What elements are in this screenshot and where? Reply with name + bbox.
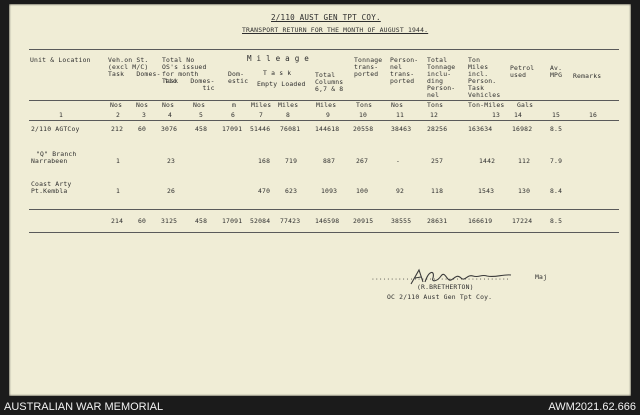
col-number: 11 (396, 111, 405, 119)
header-total-line: Task Domes- (162, 77, 215, 85)
unit-cell: Miles (278, 101, 299, 109)
col-number: 7 (259, 111, 264, 119)
unit-cell: Miles (316, 101, 337, 109)
unit-cell: Nos (110, 101, 123, 109)
header-tonnage-line: ported (354, 70, 379, 78)
cell: 23 (167, 157, 176, 165)
header-mileage-sub: Empty Loaded (257, 80, 306, 88)
cell: 7.9 (550, 157, 563, 165)
cell: 1093 (321, 187, 338, 195)
row-unit: "Q" Branch (36, 150, 77, 158)
cell: 60 (138, 125, 147, 133)
cell: 458 (195, 125, 208, 133)
cell: 100 (356, 187, 369, 195)
cell: 144618 (315, 125, 340, 133)
archive-footer (0, 398, 640, 415)
rule-totals-bottom (29, 232, 619, 233)
row-unit: 2/110 AGTCoy (31, 125, 80, 133)
header-avmpg-line: Av. (550, 64, 563, 72)
total-cell: 214 (111, 217, 124, 225)
header-tonnage-line: Tonnage (354, 56, 383, 64)
header-personnel-line: trans- (390, 70, 415, 78)
rule-colnums (29, 120, 619, 121)
header-petrol (510, 65, 534, 79)
header-mileage-domestic (228, 71, 248, 85)
header-veh-line: Veh.on St. (108, 56, 149, 64)
total-cell: 38555 (391, 217, 412, 225)
cell: 38463 (391, 125, 412, 133)
header-totcols-line: Total (315, 71, 336, 79)
header-totcols-line: Columns (315, 78, 344, 86)
unit-cell: Gals (517, 101, 534, 109)
col-number: 4 (168, 111, 173, 119)
header-tottonnage-line: Total (427, 56, 448, 64)
header-mileage-task: T a s k (263, 69, 292, 77)
unit-cell: Nos (136, 101, 149, 109)
col-number: 16 (589, 111, 598, 119)
cell: 130 (518, 187, 531, 195)
document-title: 2/110 AUST GEN TPT COY. (271, 13, 381, 22)
cell: 20558 (353, 125, 374, 133)
cell: 1 (116, 157, 121, 165)
header-unit: Unit & Location (30, 56, 91, 64)
header-personnel (390, 57, 418, 85)
header-total (162, 57, 215, 92)
header-total-line: for month (162, 70, 199, 78)
total-cell: 458 (195, 217, 208, 225)
header-veh-line: Task Domes- (108, 70, 161, 78)
header-total-line: Total No (162, 56, 195, 64)
header-tottonnage-line: Person- (427, 84, 456, 92)
header-dom-line: estic (228, 77, 249, 85)
cell: 719 (285, 157, 298, 165)
row-unit: Pt.Kembla (31, 187, 68, 195)
cell: 623 (285, 187, 298, 195)
cell: 257 (431, 157, 444, 165)
total-cell: 17091 (222, 217, 243, 225)
total-cell: 3125 (161, 217, 178, 225)
header-ton-miles (468, 57, 500, 99)
header-tonnage-line: trans- (354, 63, 379, 71)
col-number: 13 (492, 111, 501, 119)
total-cell: 77423 (280, 217, 301, 225)
total-cell: 52084 (250, 217, 271, 225)
signature-title: OC 2/110 Aust Gen Tpt Coy. (387, 293, 493, 301)
header-veh-line: (excl M/C) (108, 63, 149, 71)
unit-cell: Tons (427, 101, 444, 109)
unit-cell: m (232, 101, 237, 109)
header-tonmiles-line: Ton (468, 56, 481, 64)
footer-accession-number: AWM2021.62.666 (548, 401, 636, 413)
signature-name: (R.BRETHERTON) (417, 283, 474, 291)
col-number: 8 (286, 111, 291, 119)
header-total-line: tic (162, 84, 215, 92)
signature-dots: ···································· (371, 275, 510, 283)
cell: 8.5 (550, 125, 563, 133)
total-cell: 20915 (353, 217, 374, 225)
col-number: 5 (199, 111, 204, 119)
header-totcols-line: 6,7 & 8 (315, 85, 344, 93)
row-unit: Narrabeen (31, 157, 68, 165)
total-cell: 146598 (315, 217, 340, 225)
cell: 28256 (427, 125, 448, 133)
cell: 168 (258, 157, 271, 165)
col-number: 12 (430, 111, 439, 119)
header-personnel-line: Person- (390, 56, 419, 64)
col-number: 1 (59, 111, 64, 119)
cell: 92 (396, 187, 405, 195)
header-tonmiles-line: incl. (468, 70, 489, 78)
unit-cell: Ton-Miles (468, 101, 505, 109)
cell: 3076 (161, 125, 178, 133)
cell: 470 (258, 187, 271, 195)
cell: 1 (116, 187, 121, 195)
header-tottonnage-line: inclu- (427, 70, 452, 78)
header-mileage: M i l e a g e (247, 54, 310, 63)
rule-totals-top (29, 209, 619, 210)
cell: - (396, 157, 401, 165)
header-tonmiles-line: Vehicles (468, 91, 501, 99)
header-total-columns (315, 72, 343, 93)
unit-cell: Tons (356, 101, 373, 109)
header-total-line: OS's issued (162, 63, 207, 71)
unit-cell: Nos (162, 101, 175, 109)
header-tonmiles-line: Person. (468, 77, 497, 85)
header-personnel-line: ported (390, 77, 415, 85)
header-remarks: Remarks (573, 72, 602, 80)
rule-top (29, 49, 619, 50)
total-cell: 8.5 (550, 217, 563, 225)
header-petrol-line: used (510, 71, 527, 79)
header-total-tonnage (427, 57, 455, 99)
cell: 51446 (250, 125, 271, 133)
header-dom-line: Dom- (228, 70, 245, 78)
header-av-mpg (550, 65, 562, 79)
col-number: 14 (514, 111, 523, 119)
header-tottonnage-line: ding (427, 77, 444, 85)
header-tottonnage-line: nel (427, 91, 440, 99)
signature-suffix: Maj (535, 273, 548, 281)
header-avmpg-line: MPG (550, 71, 563, 79)
unit-cell: Miles (251, 101, 272, 109)
header-tottonnage-line: Tonnage (427, 63, 456, 71)
header-tonmiles-line: Miles (468, 63, 489, 71)
header-personnel-line: nel (390, 63, 403, 71)
total-cell: 17224 (512, 217, 533, 225)
cell: 267 (356, 157, 369, 165)
document-sheet (9, 4, 631, 396)
cell: 1442 (479, 157, 496, 165)
col-number: 9 (326, 111, 331, 119)
total-cell: 166619 (468, 217, 493, 225)
cell: 16982 (512, 125, 533, 133)
document-subtitle: TRANSPORT RETURN FOR THE MONTH OF AUGUST 1944. (242, 26, 429, 34)
header-tonnage (354, 57, 382, 78)
header-veh-line: tic (108, 77, 177, 85)
cell: 17091 (222, 125, 243, 133)
cell: 8.4 (550, 187, 563, 195)
unit-cell: Nos (193, 101, 206, 109)
cell: 26 (167, 187, 176, 195)
col-number: 3 (142, 111, 147, 119)
unit-cell: Nos (391, 101, 404, 109)
cell: 887 (323, 157, 336, 165)
col-number: 2 (116, 111, 121, 119)
col-number: 15 (552, 111, 561, 119)
col-number: 6 (231, 111, 236, 119)
total-cell: 60 (138, 217, 147, 225)
col-number: 10 (359, 111, 368, 119)
footer-institution: AUSTRALIAN WAR MEMORIAL (4, 401, 164, 413)
cell: 112 (518, 157, 531, 165)
row-unit: Coast Arty (31, 180, 72, 188)
cell: 1543 (478, 187, 495, 195)
header-tonmiles-line: Task (468, 84, 485, 92)
total-cell: 28631 (427, 217, 448, 225)
cell: 212 (111, 125, 124, 133)
cell: 118 (431, 187, 444, 195)
header-petrol-line: Petrol (510, 64, 535, 72)
cell: 163634 (468, 125, 493, 133)
cell: 76081 (280, 125, 301, 133)
